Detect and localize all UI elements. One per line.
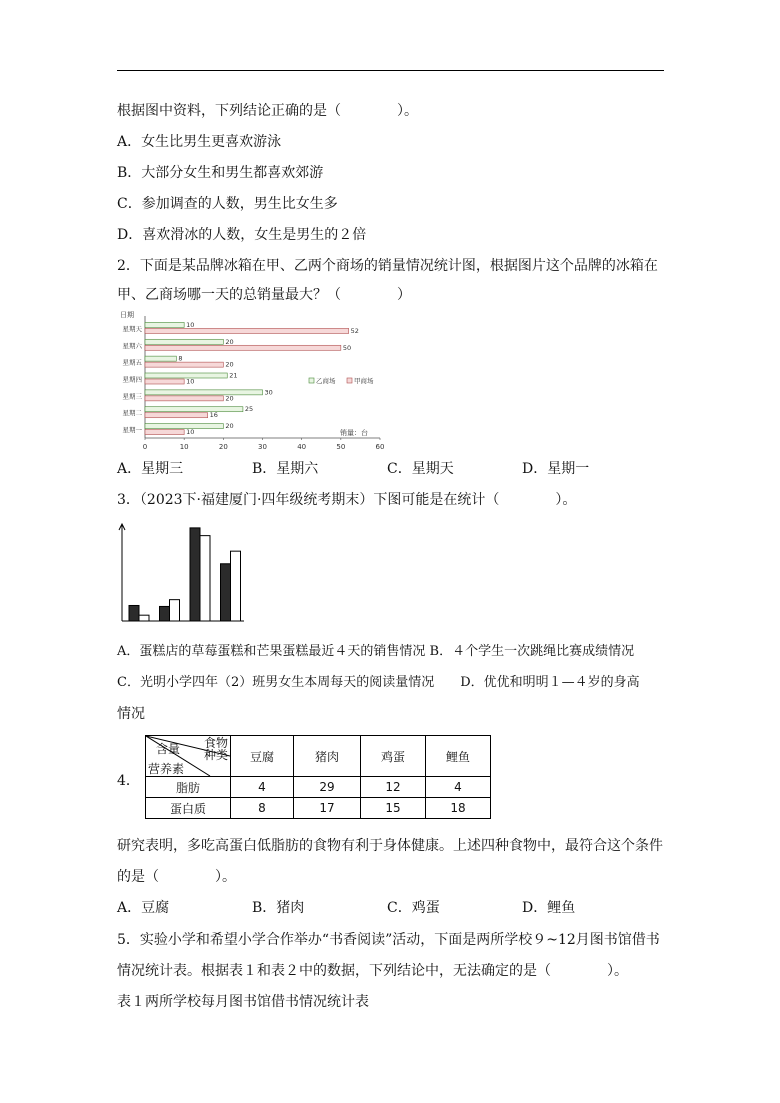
bar-yi-0 — [145, 322, 184, 327]
y-tick-label: 星期一 — [122, 426, 142, 435]
table-cell: 8 — [231, 798, 294, 819]
q1-option-c: C．参加调查的人数，男生比女生多 — [117, 196, 338, 212]
corner-bottom-label: 营养素 — [148, 762, 185, 776]
table-corner-cell — [146, 736, 231, 777]
row-label: 脂肪 — [146, 777, 231, 798]
corner-top-label2: 种类 — [204, 748, 229, 762]
bar-yi-6 — [145, 424, 223, 429]
bar-jia-3 — [145, 379, 184, 384]
y-tick-label: 星期五 — [122, 358, 142, 367]
x-tick-label: 60 — [375, 443, 385, 451]
bar-light-0 — [139, 615, 149, 621]
q5-stem-line2: 情况统计表。根据表１和表２中的数据，下列结论中，无法确定的是（ ）。 — [117, 963, 628, 979]
bar-jia-5 — [145, 413, 208, 418]
table-cell: 18 — [426, 798, 491, 819]
data-label: 20 — [225, 394, 234, 403]
bar-jia-2 — [145, 362, 223, 367]
y-tick-label: 星期三 — [122, 392, 142, 401]
x-axis-label: 销量：台 — [340, 429, 368, 437]
bar-jia-6 — [145, 430, 184, 435]
x-tick-label: 0 — [142, 443, 148, 451]
x-tick-label: 30 — [258, 443, 267, 451]
q5-table-title: 表１两所学校每月图书馆借书情况统计表 — [117, 994, 369, 1010]
bar-yi-2 — [145, 356, 176, 361]
q4-number: 4． — [117, 773, 140, 789]
q1-option-a: A．女生比男生更喜欢游泳 — [117, 134, 282, 150]
bar-jia-1 — [145, 345, 341, 350]
top-rule — [117, 70, 664, 71]
table-row — [146, 798, 491, 819]
bar-dark-2 — [190, 528, 200, 621]
legend-swatch — [309, 378, 314, 383]
q5-stem-line1: 5．实验小学和希望小学合作举办“书香阅读”活动，下面是两所学校９~12月图书馆借书 — [117, 932, 660, 948]
data-label: 20 — [225, 422, 234, 431]
x-tick-label: 50 — [336, 443, 346, 451]
bar-yi-5 — [145, 407, 243, 412]
data-label: 8 — [178, 354, 183, 363]
q3-option-line3: 情况 — [117, 706, 145, 722]
bar-yi-1 — [145, 339, 223, 344]
data-label: 50 — [342, 343, 352, 352]
row-label: 蛋白质 — [146, 798, 231, 819]
q3-stem: 3．（2023下·福建厦门·四年级统考期末）下图可能是在统计（ ）。 — [117, 492, 577, 508]
bar-light-2 — [200, 536, 210, 621]
q2-option-b: B．星期六 — [252, 461, 319, 477]
q2-option-a: A．星期三 — [117, 461, 184, 477]
table-cell: 12 — [361, 777, 426, 798]
legend-label: 甲商场 — [354, 377, 374, 385]
q1-option-b: B．大部分女生和男生都喜欢郊游 — [117, 165, 324, 181]
unlabeled-bar-chart — [112, 522, 252, 627]
data-label: 10 — [186, 377, 195, 386]
data-label: 25 — [244, 405, 254, 414]
table-row — [146, 777, 491, 798]
q2-option-d: D．星期一 — [522, 461, 590, 477]
table-header-row — [146, 736, 491, 777]
q2-stem-line1: 2．下面是某品牌冰箱在甲、乙两个商场的销量情况统计图，根据图片这个品牌的冰箱在 — [117, 258, 658, 274]
q4-option-d: D．鲤鱼 — [522, 900, 576, 916]
nutrition-table — [145, 735, 491, 819]
food-header-cell: 猪肉 — [294, 736, 361, 777]
bar-jia-0 — [145, 328, 349, 333]
q3-option-line1: A．蛋糕店的草莓蛋糕和芒果蛋糕最近４天的销售情况 B．４个学生一次跳绳比赛成绩情况 — [117, 644, 635, 659]
bar-dark-0 — [129, 605, 139, 621]
q4-stem-line2: 的是（ ）。 — [117, 869, 236, 885]
q4-stem-line1: 研究表明，多吃高蛋白低脂肪的食物有利于身体健康。上述四种食物中，最符合这个条件 — [117, 838, 663, 854]
sales-bar-chart — [112, 308, 392, 453]
q1-option-d: D．喜欢滑冰的人数，女生是男生的２倍 — [117, 227, 367, 243]
y-tick-label: 星期四 — [122, 375, 142, 384]
corner-top-label: 食物 — [204, 736, 229, 750]
q2-option-c: C．星期天 — [387, 461, 454, 477]
bar-dark-1 — [160, 606, 170, 621]
y-axis-label: 日期 — [120, 311, 134, 319]
legend-label: 乙商场 — [316, 377, 336, 385]
table-cell: 4 — [426, 777, 491, 798]
food-header-cell: 鸡蛋 — [361, 736, 426, 777]
y-tick-label: 星期天 — [122, 324, 142, 333]
legend-swatch — [347, 378, 352, 383]
data-label: 30 — [264, 388, 273, 397]
x-tick-label: 40 — [297, 443, 307, 451]
data-label: 10 — [186, 320, 195, 329]
bar-yi-4 — [145, 390, 263, 395]
food-header-cell: 鲤鱼 — [426, 736, 491, 777]
x-tick-label: 10 — [179, 443, 189, 451]
data-label: 52 — [350, 326, 359, 335]
table-cell: 15 — [361, 798, 426, 819]
data-label: 16 — [209, 411, 218, 420]
data-label: 20 — [225, 337, 234, 346]
table-cell: 4 — [231, 777, 294, 798]
data-label: 21 — [229, 371, 238, 380]
q4-option-b: B．猪肉 — [252, 900, 305, 916]
data-label: 20 — [225, 360, 234, 369]
data-label: 10 — [186, 428, 195, 437]
table-cell: 17 — [294, 798, 361, 819]
q1-stem: 根据图中资料，下列结论正确的是（ ）。 — [117, 103, 418, 119]
q4-option-a: A．豆腐 — [117, 900, 170, 916]
x-tick-label: 20 — [218, 443, 228, 451]
q3-option-line2: C．光明小学四年（2）班男女生本周每天的阅读量情况 D．优优和明明１—４岁的身高 — [117, 675, 640, 690]
y-tick-label: 星期六 — [122, 341, 142, 350]
y-tick-label: 星期二 — [122, 409, 142, 418]
table-cell: 29 — [294, 777, 361, 798]
corner-mid-label: 含量 — [156, 742, 181, 756]
bar-jia-4 — [145, 396, 223, 401]
bar-light-3 — [231, 551, 241, 621]
bar-dark-3 — [221, 564, 231, 621]
q4-option-c: C．鸡蛋 — [387, 900, 440, 916]
food-header-cell: 豆腐 — [231, 736, 294, 777]
q2-stem-line2: 甲、乙商场哪一天的总销量最大？（ ） — [117, 287, 411, 303]
bar-light-1 — [170, 600, 180, 621]
